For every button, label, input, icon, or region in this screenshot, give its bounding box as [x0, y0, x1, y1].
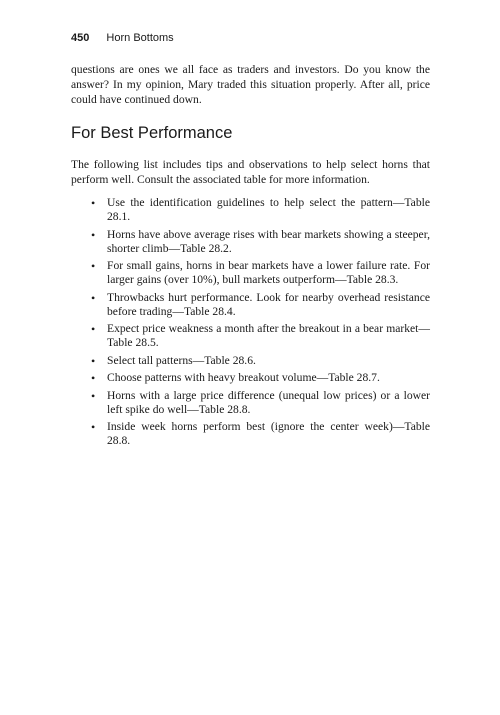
section-heading: For Best Performance [71, 124, 233, 142]
list-item [71, 228, 430, 256]
bullet-icon: • [91, 290, 96, 305]
list-item [71, 291, 430, 319]
list-item [71, 259, 430, 287]
list-item-text: Expect price weakness a month after the breakout in a bear market—Table 28.5. [107, 322, 430, 349]
list-item [71, 196, 430, 224]
bullet-icon: • [91, 322, 96, 336]
page-number: 450 [71, 32, 90, 44]
bullet-icon: • [91, 371, 96, 385]
list-item [71, 420, 430, 448]
list-item [71, 322, 430, 350]
list-item [71, 371, 430, 385]
list-item-text: For small gains, horns in bear markets have a lower failure rate. For larger gains (over 10%), bull markets outperform—Table 28.3. [107, 259, 430, 286]
running-header [71, 32, 174, 44]
list-item-text: Select tall patterns—Table 28.6. [107, 353, 256, 367]
bullet-icon: • [91, 227, 96, 242]
section-paragraph: The following list includes tips and observations to help select horns that perform well. Consult the associated table for more information. [71, 158, 430, 186]
list-item-text: Throwbacks hurt performance. Look for nearby overhead resistance before trading—Table 28.4. [107, 290, 430, 318]
list-item [71, 389, 430, 417]
running-title: Horn Bottoms [106, 32, 174, 44]
bullet-icon: • [91, 420, 96, 434]
bullet-icon: • [91, 196, 96, 210]
tips-list [71, 196, 430, 452]
list-item-text: Horns with a large price difference (unequal low prices) or a lower left spike do well—Table 28.8. [107, 388, 430, 416]
list-item-text: Inside week horns perform best (ignore the center week)—Table 28.8. [107, 420, 430, 447]
list-item-text: Horns have above average rises with bear markets showing a steeper, shorter climb—Table 28.2. [107, 227, 430, 255]
bullet-icon: • [91, 388, 96, 403]
intro-paragraph: questions are ones we all face as traders and investors. Do you know the answer? In my opinion, Mary traded this situation properly. After all, price could have continued down. [71, 63, 430, 106]
list-item-text: Use the identification guidelines to help select the pattern—Table 28.1. [107, 196, 430, 223]
list-item-text: Choose patterns with heavy breakout volume—Table 28.7. [107, 371, 380, 384]
bullet-icon: • [91, 353, 96, 368]
bullet-icon: • [91, 259, 96, 273]
list-item [71, 354, 430, 368]
